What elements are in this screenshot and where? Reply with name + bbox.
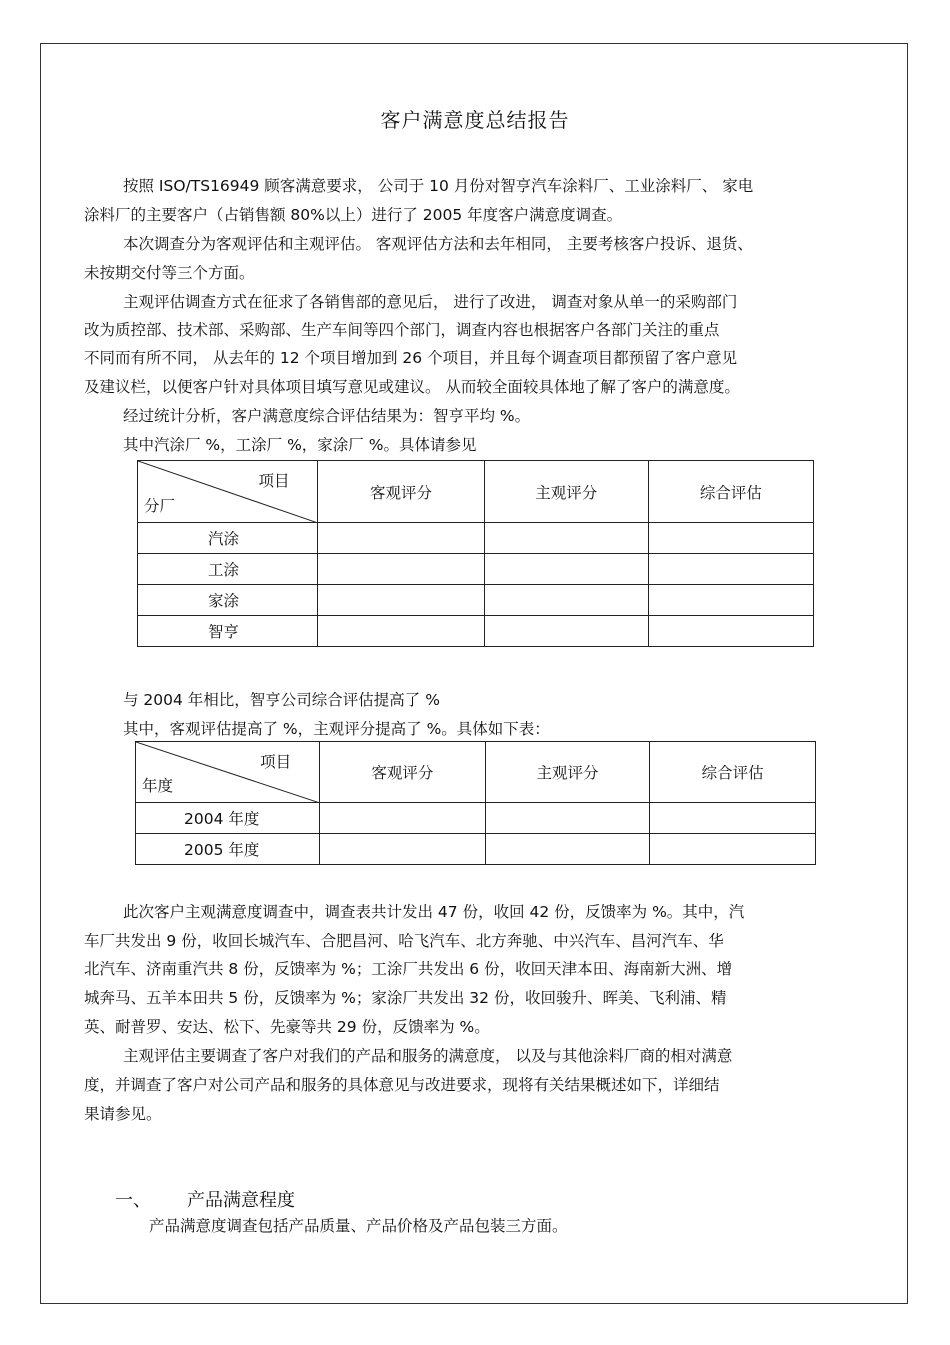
paragraph-line: 车厂共发出 9 份，收回长城汽车、合肥昌河、哈飞汽车、北方奔驰、中兴汽车、昌河汽车、华	[84, 932, 724, 950]
paragraph-line: 及建议栏，以便客户针对具体项目填写意见或建议。 从而较全面较具体地了解了客户的满意度。	[84, 378, 740, 396]
paragraph-line: 不同而有所不同， 从去年的 12 个项目增加到 26 个项目，并且每个调查项目都预留了客户意见	[84, 349, 738, 367]
year-score-table	[135, 741, 816, 865]
table-corner-cell	[136, 742, 320, 803]
column-header: 主观评分	[485, 742, 650, 803]
comparison-line: 与 2004 年相比，智亨公司综合评估提高了 %	[123, 691, 440, 709]
row-label: 工涂	[138, 554, 318, 585]
table-cell	[650, 834, 816, 865]
column-header: 综合评估	[648, 461, 813, 523]
page-border	[40, 43, 908, 1304]
corner-label-year: 年度	[142, 777, 174, 795]
row-label: 智亨	[138, 616, 318, 647]
row-label: 汽涂	[138, 523, 318, 554]
table-corner-cell	[138, 461, 318, 523]
corner-label-factory: 分厂	[144, 497, 176, 515]
table-cell	[320, 834, 486, 865]
paragraph-line: 果请参见。	[84, 1105, 162, 1123]
column-header: 客观评分	[320, 742, 486, 803]
table-cell	[648, 523, 813, 554]
section-body: 产品满意度调查包括产品质量、产品价格及产品包装三方面。	[149, 1217, 568, 1235]
column-header: 客观评分	[318, 461, 484, 523]
corner-label-item: 项目	[258, 472, 290, 490]
row-label: 家涂	[138, 585, 318, 616]
paragraph-line: 按照 ISO/TS16949 顾客满意要求， 公司于 10 月份对智亨汽车涂料厂、工业涂料厂、 家电	[123, 177, 754, 195]
paragraph-line: 其中汽涂厂 %，工涂厂 %，家涂厂 %。具体请参见	[123, 436, 477, 454]
paragraph-line: 未按期交付等三个方面。	[84, 264, 255, 282]
table-cell	[318, 616, 484, 647]
paragraph-line: 主观评估调查方式在征求了各销售部的意见后， 进行了改进， 调查对象从单一的采购部门	[123, 293, 738, 311]
table-cell	[484, 554, 648, 585]
column-header: 综合评估	[650, 742, 816, 803]
paragraph-line: 经过统计分析，客户满意度综合评估结果为：智亨平均 %。	[123, 407, 531, 425]
table-cell	[318, 523, 484, 554]
paragraph-line: 英、耐普罗、安达、松下、先豪等共 29 份，反馈率为 %。	[84, 1018, 490, 1036]
paragraph-line: 北汽车、济南重汽共 8 份，反馈率为 %；工涂厂共发出 6 份，收回天津本田、海南新大洲、增	[84, 960, 733, 978]
table-cell	[318, 585, 484, 616]
table-cell	[484, 523, 648, 554]
paragraph-line: 此次客户主观满意度调查中，调查表共计发出 47 份，收回 42 份，反馈率为 %。其中，汽	[123, 903, 745, 921]
paragraph-line: 改为质控部、技术部、采购部、生产车间等四个部门，调查内容也根据客户各部门关注的重点	[84, 321, 720, 339]
table-cell	[648, 616, 813, 647]
paragraph-line: 城奔马、五羊本田共 5 份，反馈率为 %；家涂厂共发出 32 份，收回骏升、晖美、飞利浦、精	[84, 989, 727, 1007]
table-cell	[320, 803, 486, 834]
table-cell	[484, 616, 648, 647]
section-title: 产品满意程度	[187, 1190, 295, 1211]
table-cell	[648, 585, 813, 616]
factory-score-table	[137, 460, 814, 647]
comparison-line: 其中，客观评估提高了 %，主观评分提高了 %。具体如下表：	[123, 720, 550, 738]
table-cell	[318, 554, 484, 585]
table-cell	[485, 834, 650, 865]
table-cell	[648, 554, 813, 585]
paragraph-line: 度，并调查了客户对公司产品和服务的具体意见与改进要求，现将有关结果概述如下，详细结	[84, 1076, 720, 1094]
row-label: 2004 年度	[136, 803, 320, 834]
page-title: 客户满意度总结报告	[380, 108, 570, 132]
paragraph-line: 主观评估主要调查了客户对我们的产品和服务的满意度， 以及与其他涂料厂商的相对满意	[123, 1047, 733, 1065]
section-number: 一、	[115, 1190, 151, 1211]
table-cell	[650, 803, 816, 834]
column-header: 主观评分	[484, 461, 648, 523]
corner-label-item: 项目	[260, 753, 292, 771]
paragraph-line: 涂料厂的主要客户（占销售额 80%以上）进行了 2005 年度客户满意度调查。	[84, 206, 623, 224]
paragraph-line: 本次调查分为客观评估和主观评估。 客观评估方法和去年相同， 主要考核客户投诉、退货、	[123, 235, 753, 253]
table-cell	[485, 803, 650, 834]
row-label: 2005 年度	[136, 834, 320, 865]
table-cell	[484, 585, 648, 616]
